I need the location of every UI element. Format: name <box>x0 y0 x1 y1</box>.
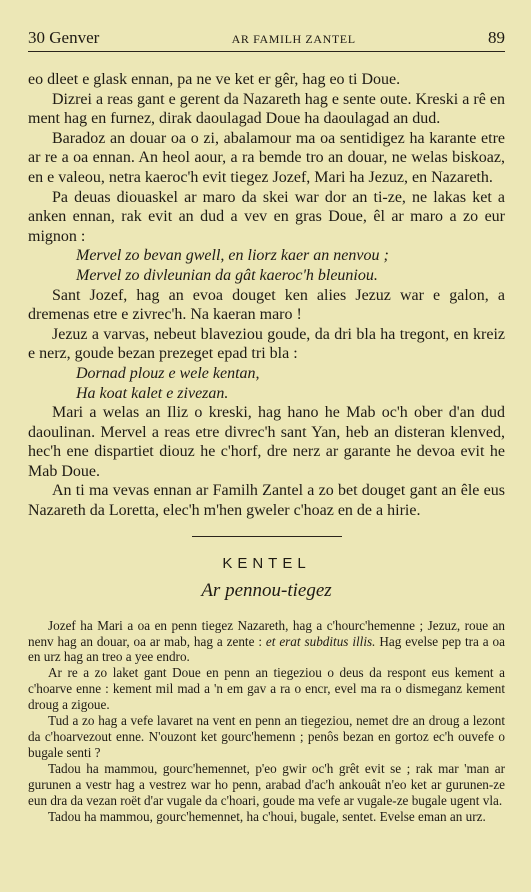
running-header <box>28 28 505 52</box>
paragraph: Tadou ha mammou, gourc'hemennet, p'eo gwir oc'h grêt evit se ; rak mar 'man ar gurunen a vestr hag a vestrez war ho penn, arabad d'ac'h ankouât n'eo ket ar gurunen-ze eun dra da vezan roët d'ar vugale da c'hoari, goude ma vefe ar vugale-ze bugale ugent vla. <box>28 760 505 808</box>
verse-block <box>76 246 505 285</box>
header-date: 30 Genver <box>28 28 100 47</box>
paragraph: Jezuz a varvas, nebeut blaveziou goude, da dri bla ha tregont, en kreiz e nerz, goude bezan prezeget epad tri bla : <box>28 325 505 363</box>
paragraph: Baradoz an douar oa o zi, abalamour ma oa sentidigez ha karante etre ar re a oa ennan. An heol aour, a ra bemde tro an douar, ne welas biskoaz, en e valeou, netra kaeroc'h evit tiegez Jozef, Mari ha Jezuz, en Nazareth. <box>28 129 505 186</box>
paragraph: Sant Jozef, hag an evoa douget ken alies Jezuz war e galon, a dremenas etre e zivrec'h. Na kaeran maro ! <box>28 286 505 324</box>
paragraph: Pa deuas diouaskel ar maro da skei war dor an ti-ze, ne lakas ket a anken ennan, rak evit an dud a vev en gras Doue, êl ar maro a zo eur mignon : <box>28 188 505 245</box>
paragraph: Tadou ha mammou, gourc'hemennet, ha c'houi, bugale, sentet. Evelse eman an urz. <box>48 808 486 824</box>
text-run: Jozef ha Mari a oa en penn tiegez Nazareth, hag a c'hourc'hemenne ; Jezuz, roue an nenv hag an douar, oa ar mab, hag a zente : <box>28 617 505 649</box>
verse-line: Ha koat kalet e zivezan. <box>76 384 229 402</box>
paragraph: An ti ma vevas ennan ar Familh Zantel a zo bet douget gant an êle eus Nazareth da Loretta, elec'h m'hen gweler c'hoaz en de a hirie. <box>28 482 505 520</box>
text-run: Hag evelse pep tra a oa en urz hag an treo a yee endro. <box>28 633 506 665</box>
paragraph: Ar re a zo laket gant Doue en penn an tiegeziou o deus da respont eus kement a c'hoarve enne : kement mil mad a 'n em gav a ra o encr, evel ma ra o dismeganz kement droug a zigoue. <box>28 665 505 713</box>
paragraph: Dizrei a reas gant e gerent da Nazareth hag e sente oute. Kreski a rê en ment hag en furnez, dirak daoulagad Doue ha daoulagad an dud. <box>28 90 505 128</box>
paragraph <box>28 618 505 666</box>
section-title: KENTEL <box>222 554 311 572</box>
paragraph: Mari a welas an Iliz o kreski, hag hano he Mab oc'h ober d'an dud daoulinan. Mervel a reas etre divrec'h sant Yan, heb an disteran klenved, hec'h ene dispartiet diouz he c'horf, dre nerz ar garante he devoa evit he Mab Doue. <box>28 404 505 480</box>
latin-quote: et erat subditus illis. <box>265 633 376 649</box>
paragraph: eo dleet e glask ennan, pa ne ve ket er gêr, hag eo ti Doue. <box>28 71 401 88</box>
section-divider <box>192 536 342 537</box>
main-text <box>28 70 505 521</box>
verse-line: Mervel zo bevan gwell, en liorz kaer an nenvou ; <box>76 247 389 265</box>
section-subtitle: Ar pennou-tiegez <box>201 579 332 601</box>
header-title: AR FAMILH ZANTEL <box>231 32 356 46</box>
page-number: 89 <box>487 28 505 47</box>
verse-line: Mervel zo divleunian da gât kaeroc'h bleuniou. <box>76 266 378 284</box>
verse-block <box>76 364 505 403</box>
verse-line: Dornad plouz e wele kentan, <box>76 364 260 382</box>
paragraph: Tud a zo hag a vefe lavaret na vent en penn an tiegeziou, nemet dre an droug a lezont da c'hoarvezout enne. N'ouzont ket gourc'hemenn ; penôs bezan en gortoz ec'h ouvefe o bugale senti ? <box>28 713 505 760</box>
lesson-text <box>28 618 505 825</box>
